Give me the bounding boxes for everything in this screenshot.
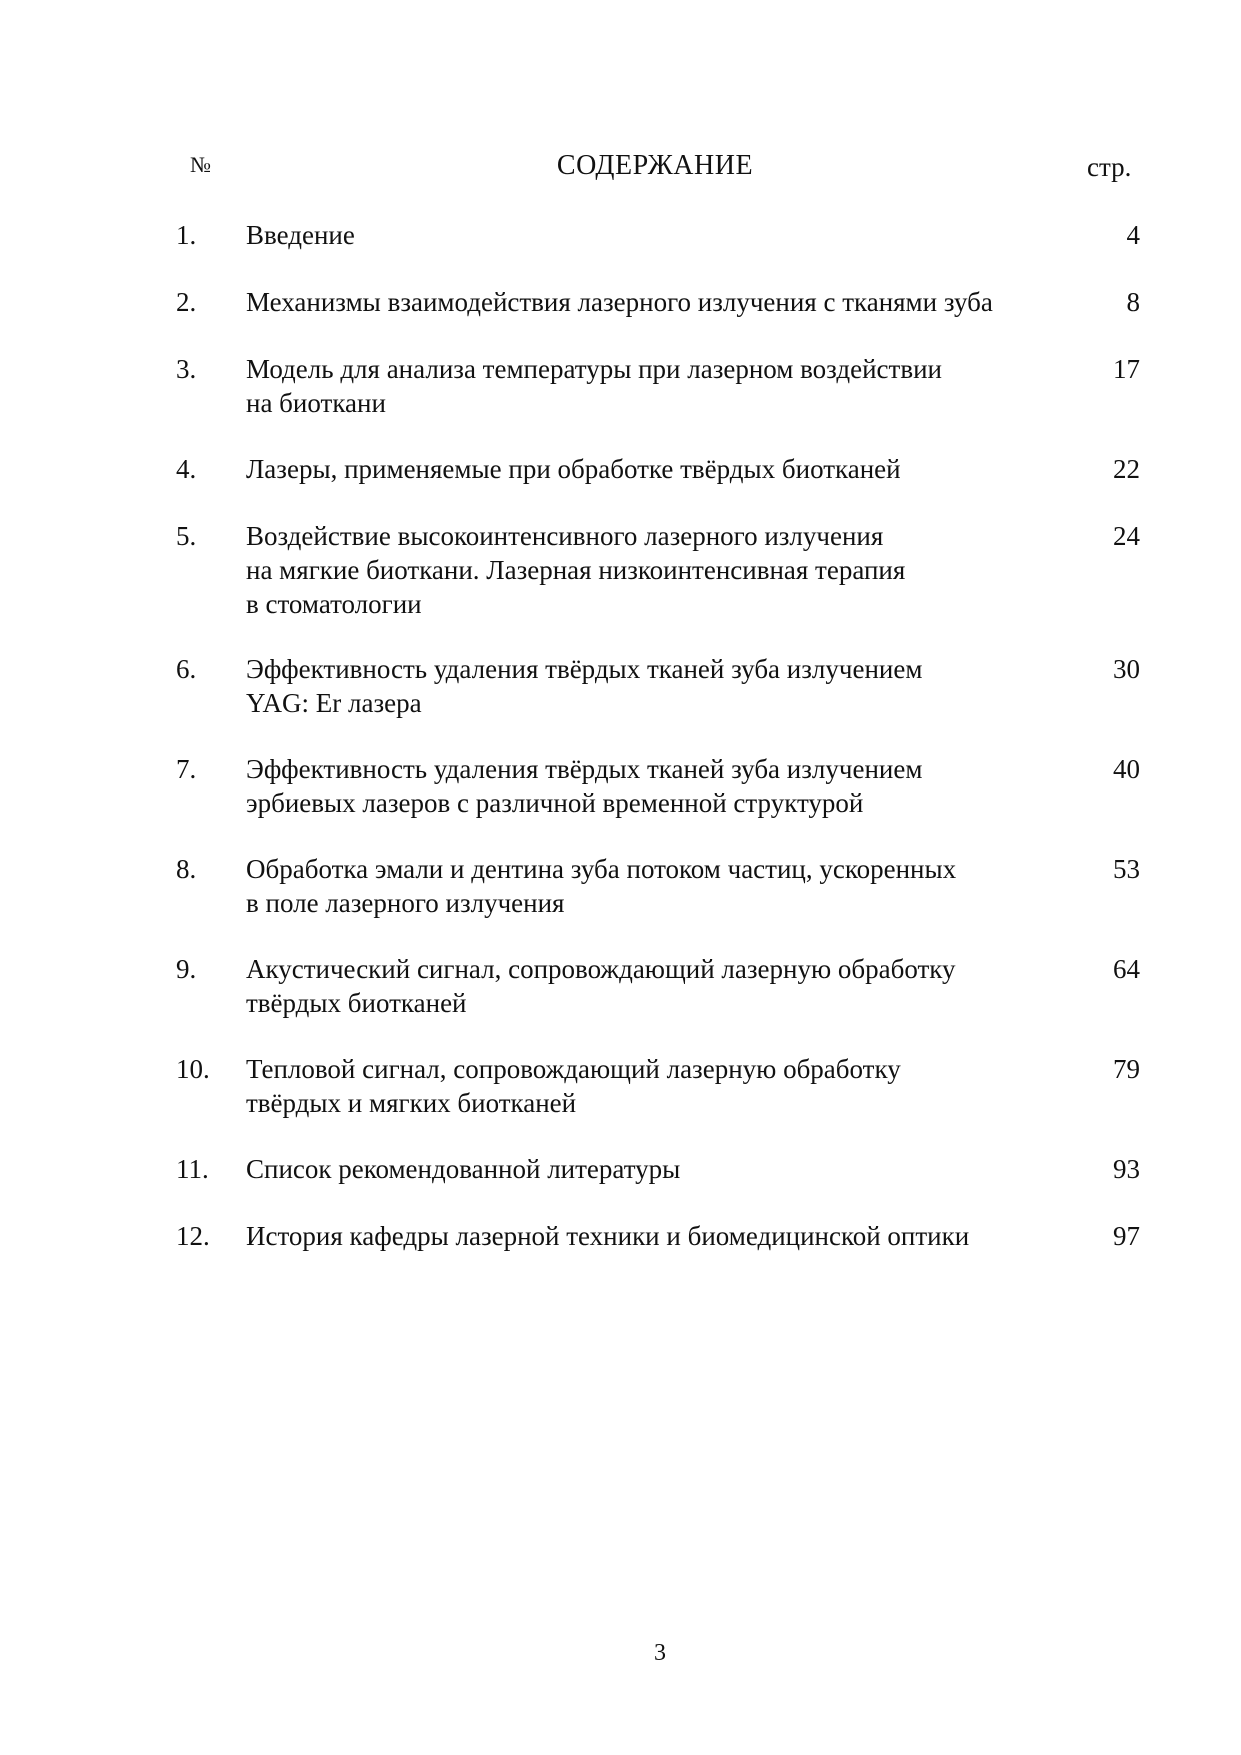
toc-entry-page: 97 <box>1113 1221 1140 1251</box>
toc-entry-page: 4 <box>1126 220 1140 250</box>
toc-entry-page: 64 <box>1113 954 1140 984</box>
toc-entry-page: 17 <box>1113 354 1140 384</box>
toc-entry-page: 40 <box>1113 754 1140 784</box>
toc-entry-title: Эффективность удаления твёрдых тканей зуба излучением эрбиевых лазеров с различной временной структурой <box>246 754 923 818</box>
number-column-header: № <box>190 152 211 177</box>
toc-entry-title: История кафедры лазерной техники и биомедицинской оптики <box>246 1221 970 1251</box>
toc-entry-page: 24 <box>1113 521 1140 551</box>
toc-entry-number: 9. <box>176 954 197 984</box>
toc-entry-title: Список рекомендованной литературы <box>246 1154 681 1184</box>
toc-entry-title: Введение <box>246 220 355 250</box>
toc-entry-number: 2. <box>176 287 197 317</box>
toc-entry-page: 30 <box>1113 654 1140 684</box>
toc-entry-page: 8 <box>1126 287 1140 317</box>
toc-entry-number: 10. <box>176 1054 210 1084</box>
page-column-header: стр. <box>1087 152 1132 182</box>
toc-entry-title: Эффективность удаления твёрдых тканей зуба излучением YAG: Er лазера <box>246 654 923 718</box>
toc-entry-page: 22 <box>1113 454 1140 484</box>
toc-entry-page: 79 <box>1113 1054 1140 1084</box>
toc-entry-number: 1. <box>176 220 197 250</box>
toc-entry-page: 93 <box>1113 1154 1140 1184</box>
toc-entry-number: 12. <box>176 1221 210 1251</box>
toc-entry-page: 53 <box>1113 854 1140 884</box>
toc-entry-title: Лазеры, применяемые при обработке твёрдых биотканей <box>246 454 901 484</box>
toc-entry-number: 5. <box>176 521 197 551</box>
toc-entry-number: 7. <box>176 754 197 784</box>
toc-entry-number: 6. <box>176 654 197 684</box>
toc-entry-number: 11. <box>176 1154 209 1184</box>
page-number: 3 <box>654 1640 666 1666</box>
toc-entry-title: Обработка эмали и дентина зуба потоком частиц, ускоренных в поле лазерного излучения <box>246 854 957 918</box>
contents-title: СОДЕРЖАНИЕ <box>556 150 754 181</box>
toc-entry-title: Механизмы взаимодействия лазерного излучения с тканями зуба <box>246 287 993 317</box>
toc-entry-title: Воздействие высокоинтенсивного лазерного излучения на мягкие биоткани. Лазерная низкоинтенсивная терапия в стоматологии <box>246 521 906 619</box>
toc-entry-number: 8. <box>176 854 197 884</box>
toc-entry-title: Акустический сигнал, сопровождающий лазерную обработку твёрдых биотканей <box>246 954 956 1018</box>
toc-entry-number: 4. <box>176 454 197 484</box>
toc-entry-title: Тепловой сигнал, сопровождающий лазерную обработку твёрдых и мягких биотканей <box>246 1054 901 1118</box>
toc-entry-title: Модель для анализа температуры при лазерном воздействии на биоткани <box>246 354 942 418</box>
toc-entry-number: 3. <box>176 354 197 384</box>
